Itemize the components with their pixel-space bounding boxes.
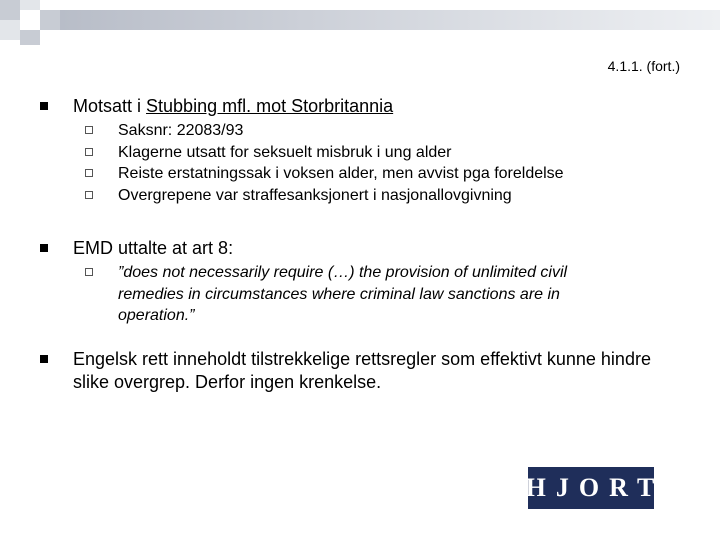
bullet-text: EMD uttalte at art 8:: [73, 238, 234, 258]
sub-item: [85, 185, 645, 207]
sub-item-text: Klagerne utsatt for seksuelt misbruk i ung alder: [118, 143, 452, 161]
sub-list: [85, 262, 625, 327]
sub-list: [85, 120, 645, 206]
sub-item-text: Overgrepene var straffesanksjonert i nasjonallovgivning: [118, 186, 512, 204]
sub-item-text: Saksnr: 22083/93: [118, 122, 244, 139]
slide-number: 4.1.1. (fort.): [607, 58, 680, 74]
case-name: Stubbing mfl. mot Storbritannia: [146, 96, 394, 116]
hollow-square-bullet-icon: [85, 268, 93, 276]
sub-item: [85, 163, 645, 185]
hjort-logo: HJORT: [528, 467, 654, 509]
quote-text: ”does not necessarily require (…) the provision of unlimited civil remedies in circumstances where criminal law sanctions are in operation.”: [118, 264, 568, 324]
hollow-square-bullet-icon: [85, 169, 93, 177]
square-bullet-icon: [40, 244, 48, 252]
header-decoration: [0, 0, 720, 50]
hollow-square-bullet-icon: [85, 191, 93, 199]
hollow-square-bullet-icon: [85, 148, 93, 156]
bullet-text: Engelsk rett inneholdt tilstrekkelige rettsregler som effektivt kunne hindre slike overgrep. Derfor ingen krenkelse.: [73, 349, 651, 392]
square-bullet-icon: [40, 355, 48, 363]
square-bullet-icon: [40, 102, 48, 110]
sub-item: [85, 142, 645, 164]
sub-item: [85, 120, 645, 142]
hollow-square-bullet-icon: [85, 126, 93, 134]
sub-item: [85, 262, 625, 327]
bullet-text-prefix: Motsatt i: [73, 96, 147, 116]
sub-item-text: Reiste erstatningssak i voksen alder, men avvist pga foreldelse: [118, 165, 564, 182]
bullet-text: [73, 95, 673, 118]
